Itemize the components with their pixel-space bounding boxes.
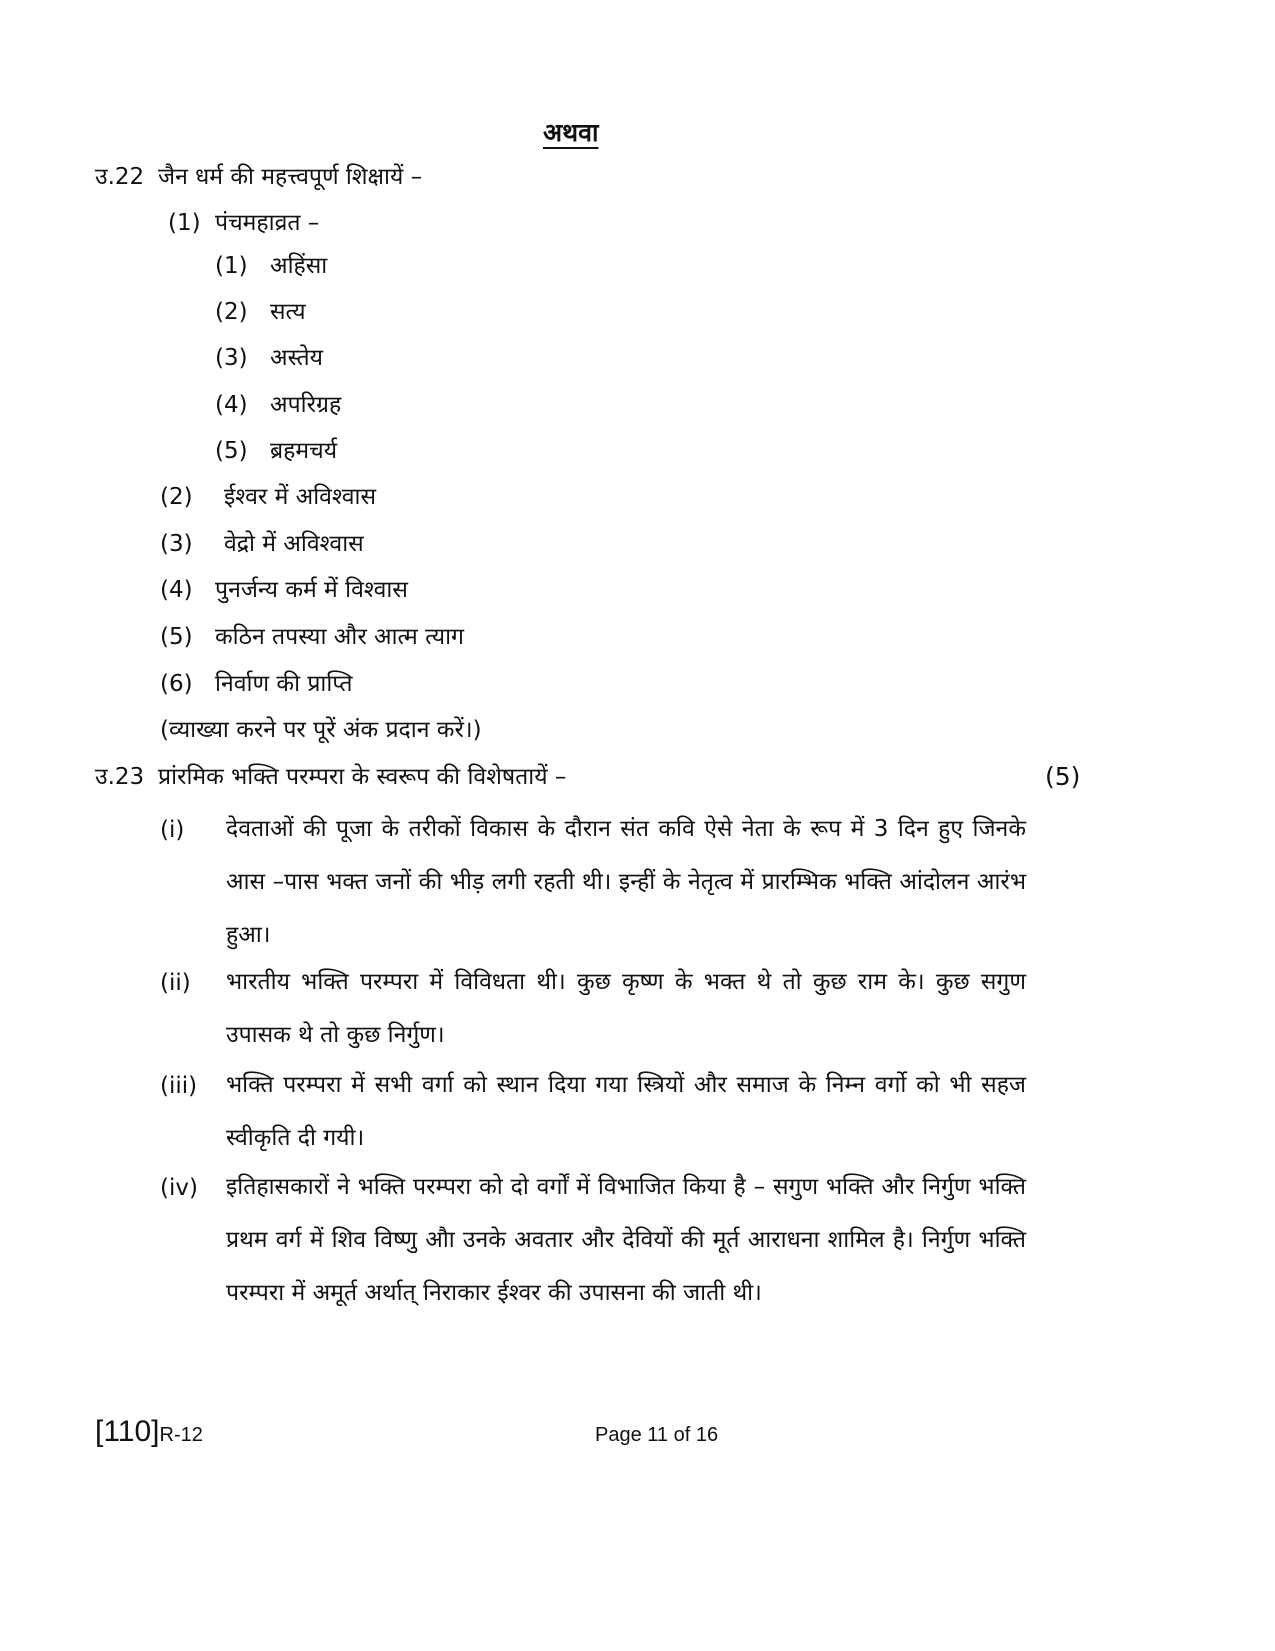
q23-point-num: (ii) (160, 970, 191, 996)
vow-text: सत्य (270, 299, 306, 325)
q23-point-text: भक्ति परम्परा में सभी वर्गा को स्थान दिया गया स्त्रियों और समाज के निम्न वर्गो को भी सहज स्वीकृति दी गयी। (226, 1072, 1026, 1151)
q23-point-num: (i) (160, 817, 185, 843)
q22-number: उ.22 (95, 164, 145, 190)
q22-item-num: (4) (160, 577, 193, 603)
q23-point-text: इतिहासकारों ने भक्ति परम्परा को दो वर्गों में विभाजित किया है – सगुण भक्ति और निर्गुण भक्ति प्रथम वर्ग में शिव विष्णु औा उनके अवतार और देवियों की मूर्त आराधना शामिल है। निर्गुण भक्ति परम्परा में अमूर्त अर्थात् निराकार ईश्वर की उपासना की जाती थी। (226, 1174, 1026, 1306)
q22-item-num: (3) (160, 531, 193, 557)
q22-item-text: पंचमहाव्रत – (215, 210, 320, 236)
vow-text: अस्तेय (270, 345, 323, 371)
footer-paper-code (95, 1415, 203, 1449)
q23-marks: (5) (1045, 762, 1081, 791)
vow-num: (2) (215, 299, 248, 325)
q22-item-text: वेद्रो में अविश्वास (224, 531, 364, 557)
vow-text: अपरिग्रह (270, 392, 342, 418)
footer-sub: R-12 (159, 1424, 203, 1446)
q22-item-num: (6) (160, 671, 193, 697)
q23-point-num: (iii) (160, 1073, 198, 1099)
q22-item-text: कठिन तपस्या और आत्म त्याग (215, 624, 464, 650)
q23-point-num: (iv) (160, 1175, 198, 1201)
q22-item-num: (5) (160, 624, 193, 650)
q22-item-num: (1) (168, 210, 201, 236)
q23-title: प्रांरमिक भक्ति परम्परा के स्वरूप की विशेषतायें – (158, 764, 567, 790)
vow-num: (4) (215, 392, 248, 418)
vow-text: ब्रहमचर्य (270, 438, 338, 464)
q23-point-text: भारतीय भक्ति परम्परा में विविधता थी। कुछ कृष्ण के भक्त थे तो कुछ राम के। कुछ सगुण उपासक थे तो कुछ निर्गुण। (226, 969, 1026, 1048)
q22-title: जैन धर्म की महत्त्वपूर्ण शिक्षायें – (158, 164, 423, 190)
q22-item-num: (2) (160, 484, 193, 510)
q22-item-text: निर्वाण की प्राप्ति (215, 671, 353, 697)
page-heading: अथवा (543, 118, 599, 147)
vow-num: (3) (215, 345, 248, 371)
q23-point-text: देवताओं की पूजा के तरीकों विकास के दौरान संत कवि ऐसे नेता के रूप में 3 दिन हुए जिनके आस –पास भक्त जनों की भीड़ लगी रहती थी। इन्हीं के नेतृत्व में प्रारम्भिक भक्ति आंदोलन आरंभ हुआ। (226, 816, 1026, 948)
q23-number: उ.23 (95, 764, 145, 790)
q22-note: (व्याख्या करने पर पूरें अंक प्रदान करें।) (160, 717, 482, 743)
q22-item-text: ईश्वर में अविश्वास (224, 484, 377, 510)
q22-item-text: पुनर्जन्य कर्म में विश्वास (215, 577, 408, 603)
vow-num: (5) (215, 438, 248, 464)
page-number: Page 11 of 16 (595, 1424, 719, 1446)
footer-code: [110] (95, 1415, 160, 1448)
vow-num: (1) (215, 253, 248, 279)
vow-text: अहिंसा (270, 253, 328, 279)
